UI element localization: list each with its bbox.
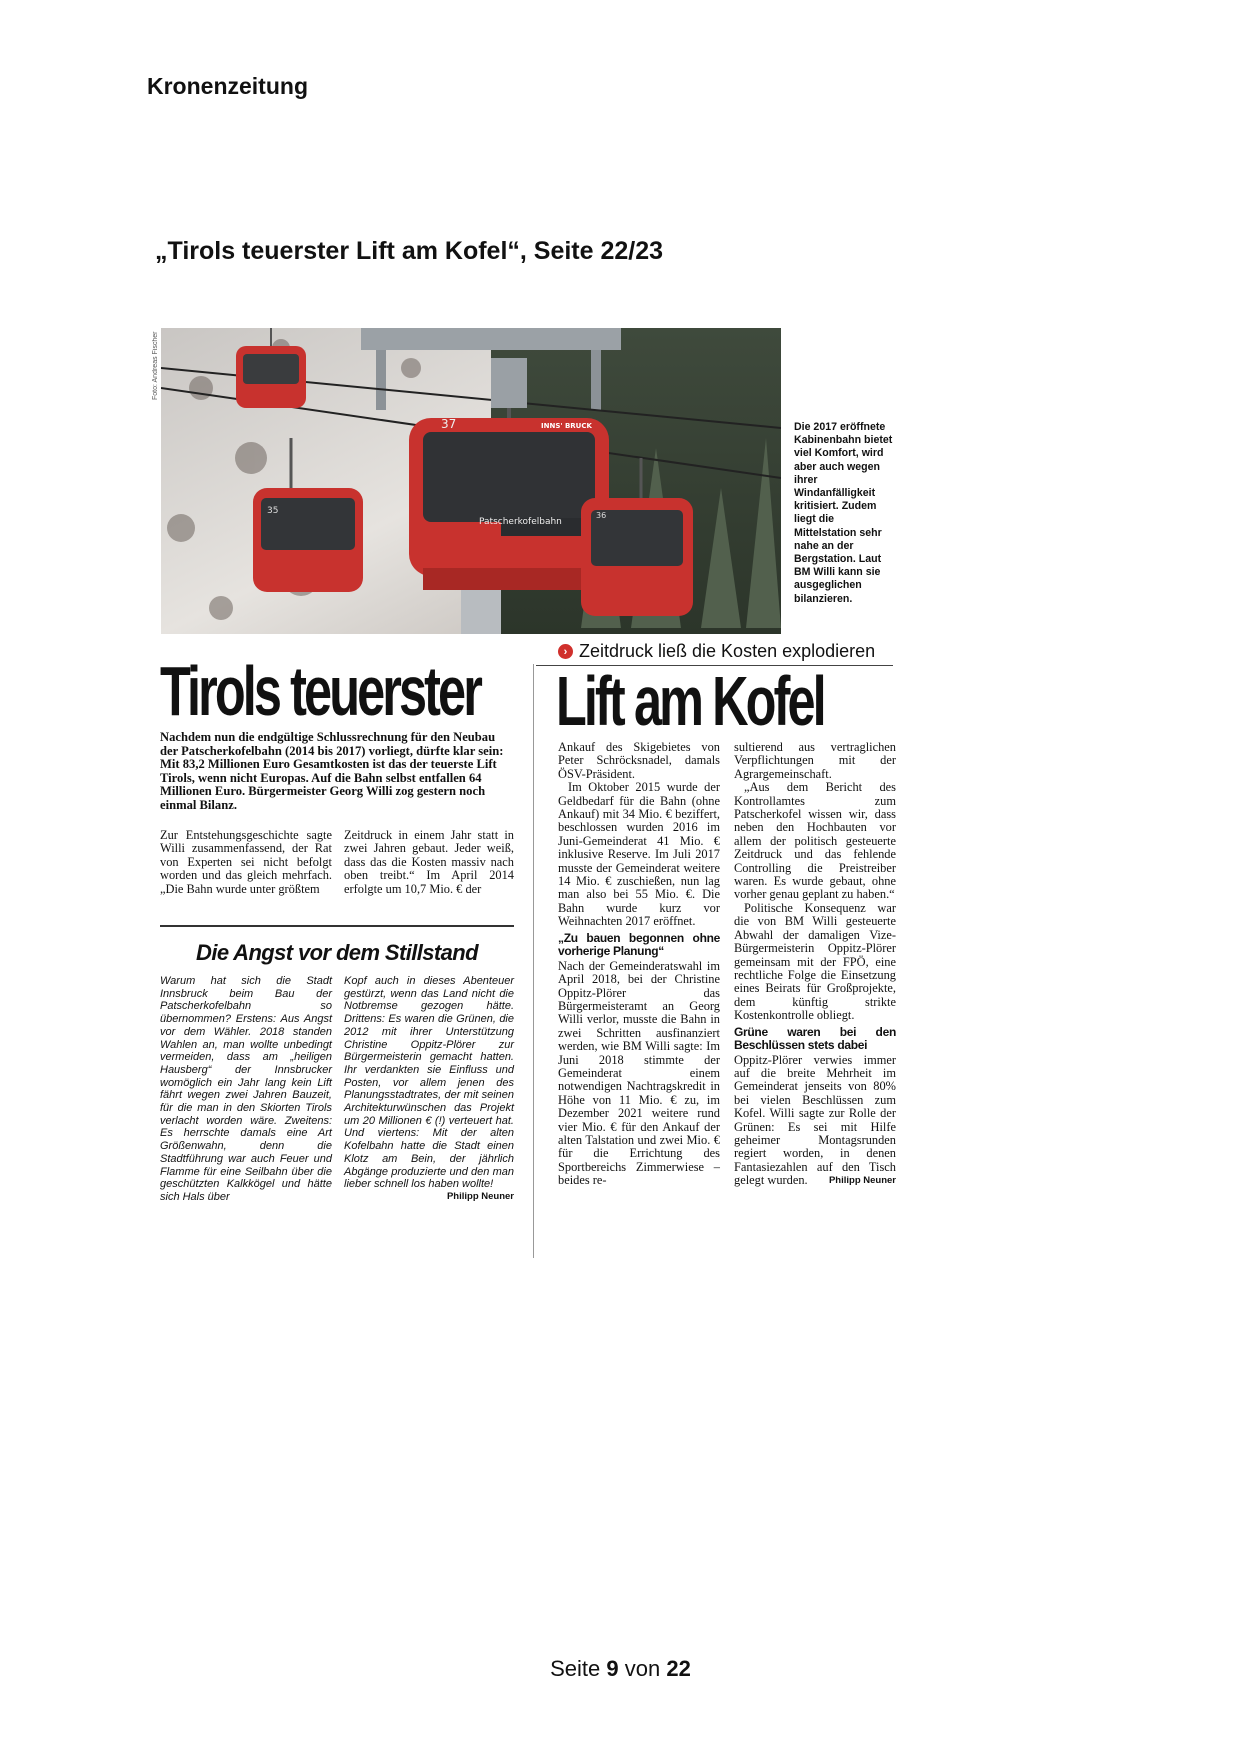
gondola-photo xyxy=(161,328,781,634)
subheading: Grüne waren bei den Beschlüssen stets dabei xyxy=(734,1024,896,1052)
article-author: Philipp Neuner xyxy=(828,1175,896,1187)
photo-credit: Foto: Andreas Fischer xyxy=(152,331,159,400)
footer-page-total: 22 xyxy=(666,1656,691,1681)
commentary-title: Die Angst vor dem Stillstand xyxy=(196,940,478,965)
paragraph: Ankauf des Skigebietes von Peter Schröcksnadel, damals ÖSV-Präsident. xyxy=(558,740,720,781)
paragraph: Im Oktober 2015 wurde der Geldbedarf für die Bahn (ohne Ankauf) mit 34 Mio. € beziffert, beschlossen wurden 2016 im Juni-Gemeinderat 41 Mio. € inklusive Reserve. Im Juli 2017 musste der Gemeinderat weitere 14 Mio. € zuschießen, nun lag man also bei 55 Mio. €. Die Bahn wurde kurz vor Weihnachten 2017 eröffnet. xyxy=(558,780,720,929)
commentary-rule xyxy=(160,925,514,927)
paragraph: Nach der Gemeinderatswahl im April 2018, bei der Christine Oppitz-Plörer das Bürgermeisteramt an Georg Willi verlor, musste die Bahn in zwei Schritten ausfinanziert werden, wie BM Willi sagte: Im Juni 2018 stimmte der Gemeinderat einem notwendigen Nachtragskredit in Höhe von 11 Mio. € zu, im Dezember 2021 weitere rund vier Mio. € für den Ankauf der alten Talstation und zwei Mio. € für die Errichtung des Sportbereichs Zimmerwiese – beides re- xyxy=(558,958,720,1188)
kicker-arrow-icon: › xyxy=(558,644,573,659)
article-kicker xyxy=(558,641,875,662)
document-title: „Tirols teuerster Lift am Kofel“, Seite 22/23 xyxy=(155,237,664,265)
cabin-label: Patscherkofelbahn xyxy=(479,517,562,527)
cabin-logo: INNS' BRUCK xyxy=(541,422,592,430)
article-column-2: Zeitdruck in einem Jahr statt in zwei Jahren gebaut. Jeder weiß, dass das die Kosten massiv nach oben treibt.“ Im April 2014 erfolgte um 10,7 Mio. € der xyxy=(344,828,514,896)
footer-middle: von xyxy=(624,1656,661,1681)
footer-page-number: 9 xyxy=(606,1656,619,1681)
kicker-text: Zeitdruck ließ die Kosten explodieren xyxy=(579,641,876,661)
gondola-illustration xyxy=(161,328,781,634)
headline-left: Tirols teuerster xyxy=(160,652,480,730)
headline-right: Lift am Kofel xyxy=(556,662,824,740)
commentary-author: Philipp Neuner xyxy=(446,1190,514,1202)
footer-prefix: Seite xyxy=(550,1656,601,1681)
page-footer xyxy=(0,1656,1241,1682)
column-divider xyxy=(533,664,534,1258)
cabin-number-right: 36 xyxy=(596,511,607,520)
source-label: Kronenzeitung xyxy=(147,73,308,99)
paragraph: „Aus dem Bericht des Kontrollamtes zum Patscherkofel wissen wir, dass neben den Hochbauten vor allem der politisch gesteuerte Zeitdruck und das fehlende Controlling die Preistreiber waren. Es wurde gebaut, ohne vorher genau geplant zu haben.“ xyxy=(734,780,896,902)
commentary-column-2 xyxy=(344,975,514,1204)
commentary-column-1: Warum hat sich die Stadt Innsbruck beim Bau der Patscherkofelbahn so übernommen? Erstens: Aus Angst vor dem Wähler. 2018 standen Wahlen an, man wollte unbedingt vermeiden, dass am „heiligen Hausberg“ der Innsbrucker womöglich ein Jahr lang kein Lift fährt wegen zwei Jahren Bauzeit, für die man in den Skiorten Tirols verlacht worden wäre. Zweitens: Es herrschte damals eine Art Größenwahn, denn die Stadtführung war auch Feuer und Flamme für eine Seilbahn über die geschützten Kalkkögel und hätte sich Hals über xyxy=(160,975,332,1203)
paragraph xyxy=(734,1054,896,1188)
paragraph: sultierend aus vertraglichen Verpflichtungen mit der Agrargemeinschaft. xyxy=(734,740,896,781)
photo-caption: Die 2017 eröffnete Kabinenbahn bietet viel Komfort, wird aber auch wegen ihrer Windanfälligkeit kritisiert. Zudem liegt die Mittelstation sehr nahe an der Bergstation. Laut BM Willi kann sie ausgeglichen bilanzieren. xyxy=(794,421,893,605)
cabin-number-left: 35 xyxy=(267,506,279,516)
cabin-number-center: 37 xyxy=(441,417,457,431)
article-column-1: Zur Entstehungsgeschichte sagte Willi zusammenfassend, der Rat von Experten sei nicht befolgt worden und das gleich mehrfach. „Die Bahn wurde unter größtem xyxy=(160,828,332,896)
commentary-text: Kopf auch in dieses Abenteuer gestürzt, wenn das Land nicht die Notbremse gezogen hätte. Drittens: Es waren die Grünen, die 2012 mit ihrer Unterstützung Christine Oppitz-Plörer zur Bürgermeisterin gemacht hatten. Ihr verdankten sie Einfluss und Posten, vor allem jenen des Planungsstadtrates, der mit seinen Architekturwünschen das Projekt um 20 Millionen € (!) verteuert hat. Und viertens: Mit der alten Kofelbahn hatte die Stadt einen Klotz am Bein, der jährlich Abgänge produzierte und den man lieber schnell los haben wollte! xyxy=(344,975,514,1191)
paragraph: Politische Konsequenz war die von BM Willi gesteuerte Abwahl der damaligen Vize-Bürgermeisterin Oppitz-Plörer gemeinsam mit der FPÖ, eine rechtliche Folge die Einsetzung eines Beirats für Großprojekte, dem künftig strikte Kostenkontrolle obliegt. xyxy=(734,900,896,1023)
paragraph-text: Oppitz-Plörer verwies immer auf die breite Mehrheit im Gemeinderat jenseits von 80% bei vielen Beschlüssen zum Kofel. Willi sagte zur Rolle der Grünen: Es sei mit Hilfe geheimer Montagsrunden regiert worden, in denen Fantasiezahlen auf den Tisch gelegt wurden. xyxy=(734,1052,896,1188)
article-lead: Nachdem nun die endgültige Schlussrechnung für den Neubau der Patscherkofelbahn (2014 bis 2017) vorliegt, dürfte klar sein: Mit 83,2 Millionen Euro Gesamtkosten ist das der teuerste Lift Tirols, wenn nicht Europas. Auf die Bahn selbst entfallen 64 Millionen Euro. Bürgermeister Georg Willi zog gestern noch einmal Bilanz. xyxy=(160,730,504,812)
article-column-3 xyxy=(558,741,720,1188)
subheading: „Zu bauen begonnen ohne vorherige Planung“ xyxy=(558,930,720,958)
article-column-4 xyxy=(734,741,896,1188)
